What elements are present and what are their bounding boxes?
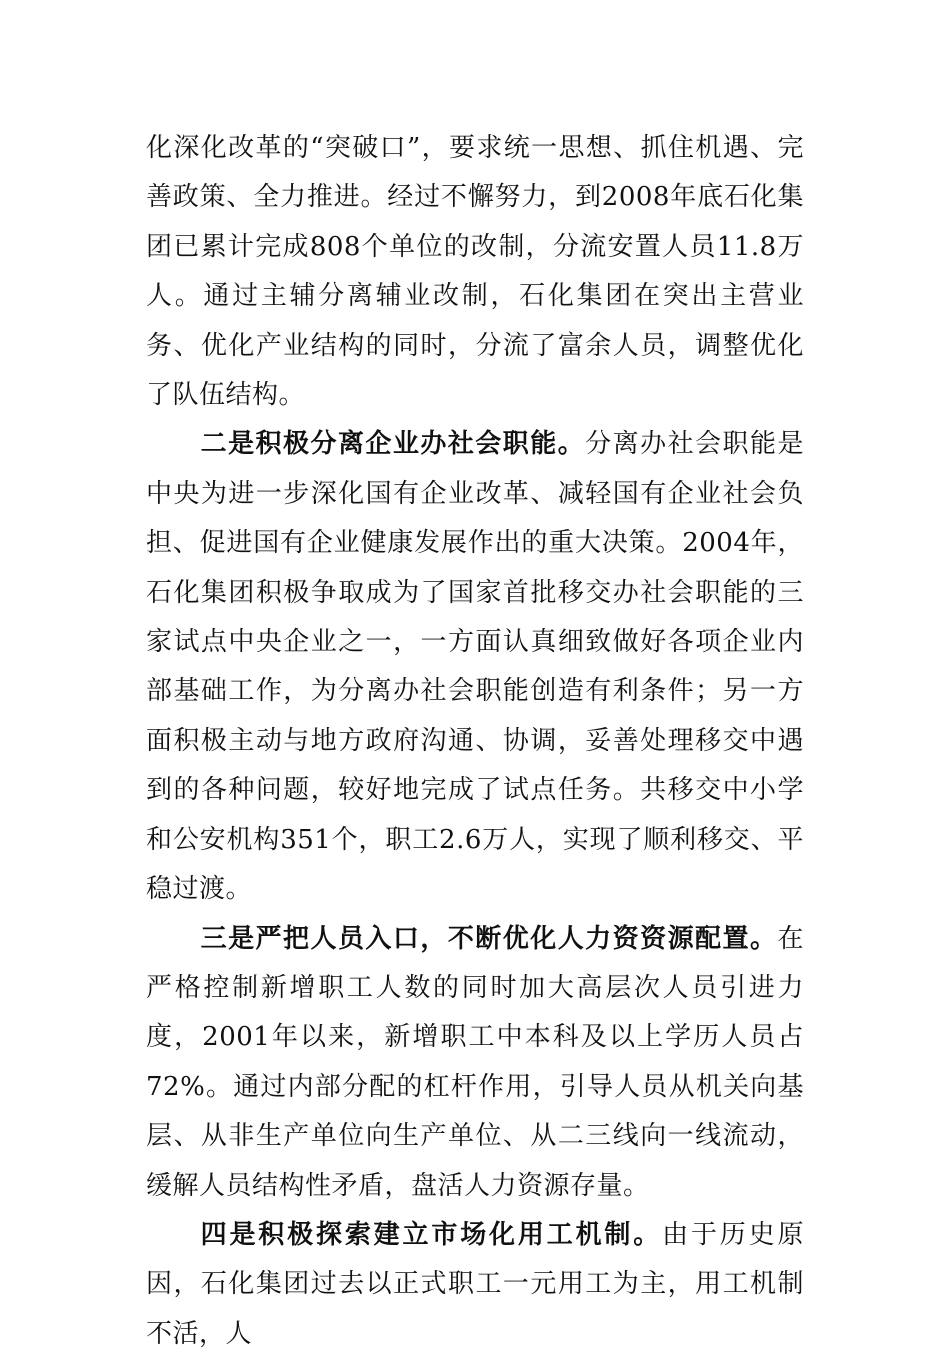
document-body — [146, 124, 804, 1359]
paragraph-text: 由于历史原因，石化集团过去以正式职工一元用工为主，用工机制不活，人 — [146, 1219, 804, 1349]
paragraph-text: 化深化改革的“突破口”，要求统一思想、抓住机遇、完善政策、全力推进。经过不懈努力，到2008年底石化集团已累计完成808个单位的改制，分流安置人员11.8万人。通过主辅分离辅业改制，石化集团在突出主营业务、优化产业结构的同时，分流了富余人员，调整优化了队伍结构。 — [146, 133, 804, 411]
paragraph-lead: 二是积极分离企业办社会职能。 — [200, 429, 586, 460]
paragraph-continuation — [146, 124, 804, 420]
paragraph-text: 分离办社会职能是中央为进一步深化国有企业改革、减轻国有企业社会负担、促进国有企业健康发展作出的重大决策。2004年，石化集团积极争取成为了国家首批移交办社会职能的三家试点中央企业之一，一方面认真细致做好各项企业内部基础工作，为分离办社会职能创造有利条件；另一方面积极主动与地方政府沟通、协调，妥善处理移交中遇到的各种问题，较好地完成了试点任务。共移交中小学和公安机构351个，职工2.6万人，实现了顺利移交、平稳过渡。 — [146, 429, 804, 905]
paragraph-market-employment — [146, 1211, 804, 1359]
paragraph-lead: 三是严把人员入口，不断优化人力资资源配置。 — [200, 923, 778, 954]
paragraph-lead: 四是积极探索建立市场化用工机制。 — [200, 1219, 663, 1250]
paragraph-personnel-entry — [146, 915, 804, 1211]
paragraph-text: 在严格控制新增职工人数的同时加大高层次人员引进力度，2001年以来，新增职工中本科及以上学历人员占72%。通过内部分配的杠杆作用，引导人员从机关向基层、从非生产单位向生产单位、从二三线向一线流动，缓解人员结构性矛盾，盘活人力资源存量。 — [146, 923, 804, 1201]
paragraph-separate-social-functions — [146, 420, 804, 914]
